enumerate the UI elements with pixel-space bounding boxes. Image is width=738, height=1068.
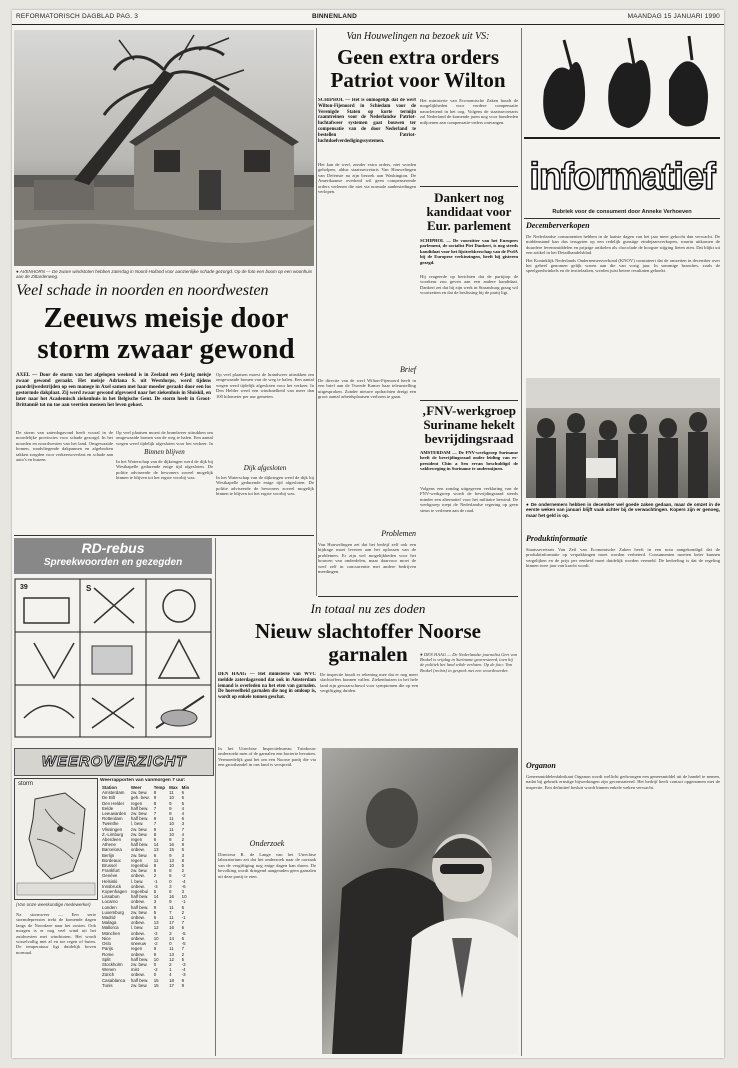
weather-cell-min: 4 (181, 831, 185, 837)
weather-cell-station: Split (102, 956, 111, 962)
weather-cell-weer: zw. bew. (130, 811, 148, 817)
weather-cell-min: 5 (181, 863, 185, 869)
weather-cell-weer: half bew. (130, 894, 149, 900)
weather-cell-station: Stockholm (102, 961, 123, 967)
weather-cell-temp: 10 (153, 935, 159, 941)
rebus-title: RD-rebus (81, 540, 145, 556)
weather-cell-temp: 9 (153, 951, 157, 957)
weather-map-label: storm (18, 781, 33, 787)
weather-cell-min: 6 (181, 925, 185, 931)
column-rule-2 (521, 28, 522, 1056)
weather-cell-temp: 8 (153, 790, 157, 796)
storm-kicker: Veel schade in noorden en noordwesten (16, 282, 269, 299)
weather-cell-min: 4 (181, 811, 185, 817)
weather-cell-temp: 13 (153, 920, 159, 926)
weather-cell-max: 8 (169, 811, 172, 817)
weather-cell-station: Luxemburg (102, 909, 124, 915)
weather-cell-weer: onbew. (130, 915, 145, 921)
weather-cell-min: 10 (181, 894, 187, 900)
weather-cell-station: Kopenhagen (102, 889, 127, 895)
weather-cell-station: Madrid (102, 915, 116, 921)
weather-cell-weer: half bew. (130, 805, 149, 811)
weather-cell-temp: -2 (153, 941, 158, 947)
weather-cell-max: 0 (169, 878, 172, 884)
weather-cell-max: 7 (169, 909, 172, 915)
shoppers-photo (526, 378, 720, 498)
weather-cell-station: München (102, 930, 121, 936)
wilton-kicker: Van Houwelingen na bezoek uit VS: (346, 31, 490, 42)
weather-cell-station: Twenthe (102, 821, 119, 827)
spacer (424, 576, 425, 577)
weather-cell-weer: regenbui (130, 889, 148, 895)
weather-cell-temp: 8 (153, 800, 157, 806)
garnalen-body-c: De inspectie houdt er rekening mee dat er nog meer slachtoffers kunnen vallen. Ziekenhuizen in het hele land zijn gewaarschuwd voor symptomen die op een vergiftiging duiden. (320, 672, 418, 694)
weather-cell-weer: zw. bew. (130, 831, 148, 837)
weather-cell-max: 10 (169, 795, 174, 801)
weather-map (14, 778, 98, 900)
storm-photo (14, 30, 314, 266)
weather-cell-station: Vlissingen (102, 826, 123, 832)
weather-cell-temp: 9 (153, 826, 157, 832)
storm-body-col3: Op veel plaatsen moest de brandweer uitrukken om omgewaaide bomen van de weg te halen. Een aantal wegen werd tijdelijk afgesloten voor het verkeer. In Den Helder werd een windsnelheid van meer dan 100 kilometer per uur gemeten. (216, 372, 314, 399)
weather-cell-weer: onbew. (130, 899, 145, 905)
weather-cell-temp: 0 (153, 972, 157, 978)
weather-cell-weer: l. bew. (130, 878, 144, 884)
weather-cell-station: Eelde (102, 805, 114, 811)
weather-col-temp: Temp (153, 785, 166, 790)
weather-cell-weer: regen (130, 946, 143, 952)
fnv-body: Volgens een zondag uitgegeven verklaring van de FNV-werkgroep wordt de bevrijdingsraad steeds minder een alternatief voor het militaire bewind. De werkgroep roept de Nederlandse regering op geen steun te verlenen aan de raad. (420, 486, 518, 513)
weather-cell-max: 12 (169, 956, 174, 962)
weather-cell-min: -6 (181, 883, 186, 889)
wilton-headline: Geen extra orders Patriot voor Wilton (330, 45, 506, 92)
weather-cell-weer: regenbui (130, 863, 148, 869)
garnalen-headline: Nieuw slachtoffer Noorse garnalen (255, 619, 481, 666)
rebus-header (14, 538, 212, 574)
wilton-body-a: Het kan de werf, zonder extra orders, niet worden geholpen, aldus staatssecretaris Van Houwelingen van Defensie na zijn bezoek aan Washington. De Amerikaanse overheid wil geen compenserende orders verlenen die niet via normale aanbestedingen verlopen. (318, 162, 416, 195)
garnalen-body-a: In het Utrechtse Inspectiebureau Tuinbouw onderzoekt men of de garnalen een bacterie bevatten. Vermoedelijk gaat het om een Noorse partij die via een groothandel in ons land is verspreid. (218, 746, 316, 768)
weather-cell-min: -5 (181, 930, 186, 936)
weather-cell-temp: -2 (153, 967, 158, 973)
storm-subhead-binnen: Binnen blijven (144, 448, 185, 456)
weather-cell-station: Barcelona (102, 847, 122, 853)
dankert-headline: Dankert nog kandidaat voor Eur. parlement (426, 190, 512, 233)
weather-cell-weer: onbew. (130, 935, 145, 941)
weather-cell-station: Casablanca (102, 977, 126, 983)
weather-cell-min: 2 (181, 868, 185, 874)
weather-cell-min: 6 (181, 904, 185, 910)
weather-cell-min: -2 (181, 873, 186, 879)
weather-cell-temp: 11 (153, 857, 159, 863)
weather-cell-weer: onbew. (130, 847, 145, 853)
weather-cell-max: 6 (169, 873, 172, 879)
weather-cell-min: -1 (181, 915, 186, 921)
weather-cell-weer: sneeuw (130, 941, 147, 947)
newspaper-page (12, 10, 724, 1058)
weather-cell-min: 9 (181, 842, 185, 848)
weather-cell-min: 3 (181, 852, 185, 858)
weather-cell-station: Locarno (102, 899, 118, 905)
weather-cell-temp: 0 (153, 961, 157, 967)
weather-cell-weer: zw. bew. (130, 852, 148, 858)
weather-cell-temp: 2 (153, 873, 157, 879)
weather-col-min: Min (181, 785, 190, 790)
weather-cell-min: 5 (181, 795, 185, 801)
weather-cell-station: Helsinki (102, 878, 118, 884)
weather-cell-temp: 9 (153, 946, 157, 952)
shoppers-photo-drawing (526, 378, 720, 498)
running-head-date: MAANDAG 15 JANUARI 1990 (627, 13, 720, 20)
column-rule-3 (215, 538, 216, 1056)
weather-cell-weer: geh. bew. (130, 795, 150, 801)
shoppers-caption: ● De ondernemers hebben in december wel goede zaken gedaan, maar de omzet in de eerste weken van januari blijft vaak achter bij de verwachtingen. Kopers zijn er genoeg, maar het geld is op. (526, 502, 720, 518)
informatief-illustration (524, 30, 720, 150)
weather-cell-temp: 9 (153, 816, 157, 822)
weather-cell-temp: -2 (153, 930, 158, 936)
weather-cell-temp: 15 (153, 982, 159, 988)
weather-cell-max: 16 (169, 894, 174, 900)
weather-cell-temp: 9 (153, 904, 157, 910)
weather-table (100, 785, 191, 988)
weather-cell-temp: 5 (153, 909, 157, 915)
weather-cell-weer: zw. bew. (130, 790, 148, 796)
weather-cell-weer: zw. bew. (130, 982, 148, 988)
weather-cell-min: 5 (181, 956, 185, 962)
weather-cell-max: 4 (169, 972, 172, 978)
weather-cell-min: 5 (181, 800, 185, 806)
weather-body: Na stormweer — Een serie stormdepressies trekt de komende dagen langs de Noordzee naar het oosten. Ook morgen is er nog veel wind uit het zuidwesten met windstoten. Het wordt wisselvallig met af en toe regen of buien. De temperatuur ligt duidelijk boven normaal. (16, 912, 96, 955)
weather-cell-min: 9 (181, 977, 185, 983)
weather-cell-weer: regen (130, 837, 143, 843)
weather-cell-min: 7 (181, 920, 185, 926)
informatief-body-3: Staatssecretaris Van Zeil van Economische Zaken heeft in een nota aangekondigd dat de produktinformatie op verpakkingen moet worden verbeterd. Consumenten moeten beter kunnen vergelijken en de prijs per eenheid moet duidelijk worden vermeld. De bedoeling is dat de regeling binnen twee jaar van kracht wordt. (526, 547, 720, 569)
weather-cell-station: Den Helder (102, 800, 125, 806)
divider-dankert (420, 186, 518, 187)
divider-informatief (524, 218, 720, 219)
weather-cell-station: Zürich (102, 972, 115, 978)
weather-cell-station: Londen (102, 904, 117, 910)
storm-photo-drawing (14, 30, 314, 266)
storm-col3 (216, 372, 314, 532)
weather-cell-min: 4 (181, 805, 185, 811)
weather-cell-max: 9 (169, 800, 172, 806)
weather-cell-temp: 8 (153, 863, 157, 869)
wilton-body-b: Het ministerie van Economische Zaken houdt de mogelijkheden voor verdere compensatie nauwlettend in het oog. Volgens de staatssecretaris zal Nederland de komende jaren nog voor honderden miljoenen aan compensatie-orders ontvangen. (420, 98, 518, 125)
weather-cell-min: 2 (181, 909, 185, 915)
weather-cell-station: Oslo (102, 941, 112, 947)
storm-col2 (116, 430, 213, 532)
weather-cell-max: 9 (169, 852, 172, 858)
storm-headline: Zeeuws meisje door storm zwaar gewond (37, 302, 295, 365)
weather-cell-temp: 10 (153, 956, 159, 962)
weather-cell-temp: 14 (153, 894, 159, 900)
weather-cell-station: Athene (102, 842, 116, 848)
weather-cell-station: Mallorca (102, 925, 119, 931)
weather-cell-station: De Bilt (102, 795, 115, 801)
weather-cell-temp: 6 (153, 837, 157, 843)
weather-col-weer: Weer (130, 785, 142, 790)
weather-cell-temp: 8 (153, 831, 157, 837)
weather-cell-max: 17 (169, 920, 174, 926)
weather-banner-title: WEEROVERZICHT (41, 753, 187, 770)
weather-cell-station: Brussel (102, 863, 117, 869)
weather-cell-temp: 5 (153, 889, 157, 895)
weather-cell-min: -3 (181, 961, 186, 967)
weather-cell-temp: -1 (153, 878, 158, 884)
weather-cell-max: 11 (169, 826, 174, 832)
weather-cell-min: 9 (181, 982, 185, 988)
weather-cell-max: 13 (169, 857, 174, 863)
weather-cell-weer: half bew. (130, 977, 149, 983)
divider-garnalen (318, 596, 518, 597)
rebus-number-2: S (86, 584, 92, 593)
weather-cell-temp: 14 (153, 842, 159, 848)
wilton-lead: SCHIPHOL — Het is onmogelijk dat de werf Wilton-Fijenoord in Schiedam voor de Verenigde Staten op korte termijn raamtreinen voor de Nederlandse Patriot-luchtafweer systemen gaat bouwen ter compensatie van de door Nederland te bestellen Patriot-luchtdoelverdedigingssystemen. (318, 98, 416, 144)
wilton-body-d: Van Houwelingen zei dat het bedrijf zelf ook een bijdrage moet leveren aan het oplossen van de problemen. Er zijn wel mogelijkheden voor het bouwen van onderdelen, maar daarvoor moet de werf zelf in concurrentie met andere bedrijven meedingen. (318, 542, 416, 575)
fnv-headline: ‚FNV-werkgroep Suriname hekelt bevrijdingsraad (421, 403, 517, 446)
weather-cell-weer: half bew. (130, 904, 149, 910)
weather-cell-max: 10 (169, 863, 174, 869)
weather-cell-max: 8 (169, 837, 172, 843)
weather-cell-max: 18 (169, 977, 174, 983)
weather-cell-min: 3 (181, 821, 185, 827)
rebus-number-1: 39 (20, 584, 28, 591)
weather-cell-station: Malaga (102, 920, 117, 926)
informatief-body-1 (526, 234, 720, 374)
weather-cell-min: 2 (181, 837, 185, 843)
weather-cell-station: Berlijn (102, 852, 115, 858)
wilton-subhead-problemen: Problemen (381, 529, 416, 538)
dankert-lead: SCHIPHOL — De voorzitter van het Europees parlement, de socialist Piet Dankert, is nog steeds kandidaat voor het lijsttrekkerschap van de PvdA bij de Europese verkiezingen, heeft hij gisteren gezegd. (420, 238, 518, 265)
weather-cell-station: Wenen (102, 967, 116, 973)
weather-cell-weer: regen (130, 800, 143, 806)
divider-rebus (14, 535, 314, 536)
weather-cell-weer: zw. bew. (130, 961, 148, 967)
weather-cell-max: 10 (169, 821, 174, 827)
weather-cell-station: Genève (102, 873, 118, 879)
weather-cell-min: 7 (181, 826, 185, 832)
weather-cell-max: 11 (169, 904, 174, 910)
weather-cell-station: Lissabon (102, 894, 120, 900)
column-rule-1 (316, 28, 317, 596)
storm-subhead-dijk: Dijk afgesloten (243, 464, 287, 472)
weather-cell-temp: 7 (153, 805, 157, 811)
weather-cell-station: Z.-Limburg (102, 831, 124, 837)
weather-cell-station: Parijs (102, 946, 113, 952)
weather-table-title: Weerrapporten van vanmorgen 7 uur: (100, 778, 186, 783)
weather-cell-min: 6 (181, 790, 185, 796)
weather-cell-min: 6 (181, 935, 185, 941)
weather-cell-min: 6 (181, 816, 185, 822)
informatief-drawing (524, 30, 720, 150)
weather-cell-min: -1 (181, 899, 186, 905)
weather-cell-temp: 12 (153, 925, 159, 931)
weather-cell-temp: 3 (153, 899, 157, 905)
informatief-section-2: Produktinformatie (526, 534, 588, 543)
garnalen-lead: DEN HAAG — Het ministerie van WVC meldde zaterdagavond dat ook in Amsterdam iemand is overleden na het eten van garnalen. De hoeveelheid garnalen die nog in omloop is, wordt op enkele tonnen geschat. (218, 672, 316, 701)
dankert-body: Hij reageerde op berichten dat de partijtop de voorkeur zou geven aan een andere kandidaat. Dankert zei dat hij zijn werk in Straatsburg graag wil voortzetten en dat de beslissing bij de partij ligt. (420, 274, 518, 296)
weather-cell-max: 14 (169, 935, 174, 941)
weather-cell-weer: onbew. (130, 883, 145, 889)
garnalen-body-b: Directeur R. de Lange van het Utrechtse laboratorium zei dat het onderzoek naar de oorzaak van de vergiftiging nog enige dagen kan duren. De bevolking wordt dringend aangeraden geen garnalen uit deze partij te eten. (218, 852, 316, 879)
weather-cell-weer: half bew. (130, 842, 149, 848)
weather-cell-max: 15 (169, 847, 174, 853)
weather-cell-temp: 6 (153, 868, 157, 874)
weather-cell-weer: zw. bew. (130, 868, 148, 874)
weather-cell-max: 13 (169, 951, 174, 957)
weather-row (100, 983, 191, 988)
wilton-subhead-brief: Brief (400, 365, 416, 374)
weather-cell-weer: l. bew. (130, 925, 144, 931)
weather-cell-weer: l. bew. (130, 821, 144, 827)
weather-col-station: Station (102, 785, 117, 790)
weather-cell-station: Nice (102, 935, 111, 941)
weather-banner (14, 748, 214, 776)
storm-body-col1: De storm van zaterdagavond heeft vooral in de noordelijke provincies voor schade gezorgd. In het noorden en noordwesten van het land. Omgewaaide bomen, rondvliegende dakpannen en afgebroken takken zorgden voor verkeersoverlast en schade aan auto's en huizen. (16, 430, 113, 463)
weather-cell-weer: half bew. (130, 816, 149, 822)
storm-lead: AXEL — Door de storm van het afgelopen weekend is in Zeeland een 4-jarig meisje zwaar gewond geraakt. Het meisje Adriana S. uit Westdorpe, werd tijdens paardrijwedstrijden op een manege in Axel samen met haar moeder geraakt door een los gestormde dakplaat. Zij werd zwaar gewond afgevoerd naar het ziekenhuis in Sluiskil, en later naar het Academisch ziekenhuis in het Belgische Gent. De storm heelt in Groot-Brittannië tot nu toe aan veertien mensen het leven gekost. (16, 372, 211, 408)
weather-cell-temp: 15 (153, 977, 159, 983)
weather-cell-temp: 6 (153, 852, 157, 858)
informatief-section-1: Decemberverkopen (526, 221, 590, 230)
weather-cell-weer: onbew. (130, 930, 145, 936)
van-brakel-photo-drawing (322, 748, 518, 1054)
informatief-para-1: De Nederlandse consumenten hebben in de laatste dagen van het jaar meer gekocht dan verwacht. De middenstand kan dus terugzien op een redelijk gunstige eindejaarsverkopen, waarin uitkomen de duurdere levensmiddelen en prijzige artikelen als chocolade de hoogste stijging lieten zien. Dat blijkt uit een artikel in het Detailhandelsblad. (526, 234, 720, 256)
weather-cell-temp: 9 (153, 795, 157, 801)
weather-cell-max: 10 (169, 831, 174, 837)
weather-cell-station: Tunis (102, 982, 113, 988)
weather-map-caption: (Van onze weerkundige medewerker) (16, 902, 91, 907)
weather-cell-weer: zw. bew. (130, 909, 148, 915)
weather-cell-min: -4 (181, 878, 186, 884)
weather-cell-station: Aberdeen (102, 837, 122, 843)
storm-body-col2: Op veel plaatsen moest de brandweer uitrukken om omgewaaide bomen van de weg te halen. Een aantal wegen werd tijdelijk afgesloten voor het verkeer. In (116, 430, 213, 446)
weather-col-max: Max (169, 785, 178, 790)
garnalen-kicker: In totaal nu zes doden (310, 601, 426, 616)
informatief-para-2: Het Koninklijk Nederlands Ondernemersverbond (KNOV) constateert dat de omzetten in december over het geheel genomen gelijk waren aan die van vorig jaar. In sommige branches, zoals de speelgoedwinkels en de textielzaken, werden juist betere resultaten geboekt. (526, 257, 720, 274)
weather-cell-max: 16 (169, 925, 174, 931)
weather-cell-weer: onbew. (130, 873, 145, 879)
weather-cell-temp: -3 (153, 883, 158, 889)
weather-cell-station: Rotterdam (102, 816, 123, 822)
weather-cell-min: -3 (181, 972, 186, 978)
informatief-body-4: Geneesmiddelenfabrikant Organon wordt wellicht gedwongen een geneesmiddel uit de handel te nemen, nadat bij gebruik ernstige bijwerkingen zijn geconstateerd. Het bedrijf heeft contact opgenomen met de inspectie. Een definitief besluit wordt binnen enkele weken verwacht. (526, 774, 720, 790)
informatief-section-3: Organon (526, 761, 556, 770)
weather-cell-weer: onbew. (130, 920, 145, 926)
divider-fnv (420, 400, 518, 401)
wilton-body-c: De directie van de werf Wilton-Fijenoord heeft in een brief aan de Tweede Kamer haar teleurstelling uitgesproken. Zonder nieuwe opdrachten dreigt een groot aantal arbeidsplaatsen verloren te gaan. (318, 378, 416, 400)
van-brakel-photo (322, 748, 518, 1054)
weather-cell-max: 11 (169, 946, 174, 952)
weather-map-drawing (15, 779, 97, 899)
weather-cell-station: Frankfurt (102, 868, 120, 874)
weather-cell-max: 11 (169, 915, 174, 921)
rebus-subtitle: Spreekwoorden en gezegden (43, 557, 183, 568)
weather-cell-max: 9 (169, 805, 172, 811)
weather-cell-max: 8 (169, 868, 172, 874)
weather-cell-weer: regen (130, 857, 143, 863)
weather-cell-min: 3 (181, 889, 185, 895)
weather-cell-min: -5 (181, 941, 186, 947)
weather-cell-station: Leeuwarden (102, 811, 127, 817)
weather-cell-max: 17 (169, 982, 174, 988)
running-head (12, 10, 724, 25)
weather-cell-station: Bordeaux (102, 857, 121, 863)
weather-cell-temp: 13 (153, 847, 159, 853)
van-brakel-caption: ● DEN HAAG — De Nederlandse journalist Gert van Brakel is vrijdag in Suriname gearresteerd, toen hij de politiek het land wilde verlaten. Op de foto: Van Brakel (rechts) in gesprek met een woordvoerder. (420, 652, 517, 673)
weather-cell-max: 0 (169, 941, 172, 947)
weather-cell-min: 7 (181, 946, 185, 952)
weather-cell-max: 2 (169, 961, 172, 967)
storm-photo-caption: ● AVENHORN — De zware windstoten hebben zaterdag in Noord-Holland voor aanzienlijke schade gezorgd. Op de foto een boom op een woonhuis aan de Zittardenweg. (16, 269, 312, 280)
weather-cell-weer: mist (130, 967, 139, 973)
weather-cell-temp: 6 (153, 915, 157, 921)
running-head-section: BINNENLAND (312, 13, 357, 20)
weather-cell-max: 9 (169, 899, 172, 905)
weather-cell-min: 5 (181, 847, 185, 853)
weather-cell-weer: onbew. (130, 972, 145, 978)
storm-body-col3b: In het Waterschap van de dijkringen werd de dijk bij Westkapelle gedurende enige tijd afgesloten. De politie adviseerde de bewoners zoveel mogelijk binnen te blijven tot het ergste voorbij was. (216, 475, 314, 497)
weather-table-block (100, 778, 212, 1058)
weather-cell-max: 3 (169, 930, 172, 936)
weather-cell-max: 11 (169, 790, 174, 796)
weather-cell-max: 3 (169, 883, 172, 889)
weather-cell-max: 6 (169, 889, 172, 895)
garnalen-subhead: Onderzoek (249, 839, 285, 848)
fnv-lead: AMSTERDAM — De FNV-werkgroep Suriname heeft de bevrijdingsraad onder leiding van ex-president Chin a Sen ervan beschuldigd de vakbeweging in Suriname te ondermijnen. (420, 450, 518, 472)
weather-cell-temp: 7 (153, 821, 157, 827)
storm-body-col2b: In het Waterschap van de dijkringen werd de dijk bij Westkapelle gedurende enige tijd afgesloten. De politie adviseerde de bewoners zoveel mogelijk binnen te blijven tot het ergste voorbij was. (116, 459, 213, 481)
weather-table-body (100, 790, 191, 988)
rebus-puzzle-drawing (14, 578, 212, 738)
running-head-left: REFORMATORISCH DAGBLAD PAG. 3 (16, 13, 139, 20)
weather-cell-weer: onbew. (130, 951, 145, 957)
weather-cell-max: 1 (169, 967, 172, 973)
informatief-subtitle: Rubriek voor de consument door Anneke Verhoeven (552, 209, 692, 215)
weather-cell-min: 8 (181, 857, 185, 863)
rebus-block (14, 538, 212, 738)
weather-cell-min: 2 (181, 951, 185, 957)
weather-cell-station: Amsterdam (102, 790, 125, 796)
weather-cell-station: Rome (102, 951, 114, 957)
weather-cell-min: -4 (181, 967, 186, 973)
weather-cell-max: 11 (169, 816, 174, 822)
weather-cell-max: 16 (169, 842, 174, 848)
weather-cell-weer: zw. bew. (130, 826, 148, 832)
weather-cell-station: Innsbruck (102, 883, 122, 889)
weather-cell-weer: half bew. (130, 956, 149, 962)
weather-cell-temp: 7 (153, 811, 157, 817)
informatief-title: informatief (529, 156, 715, 198)
